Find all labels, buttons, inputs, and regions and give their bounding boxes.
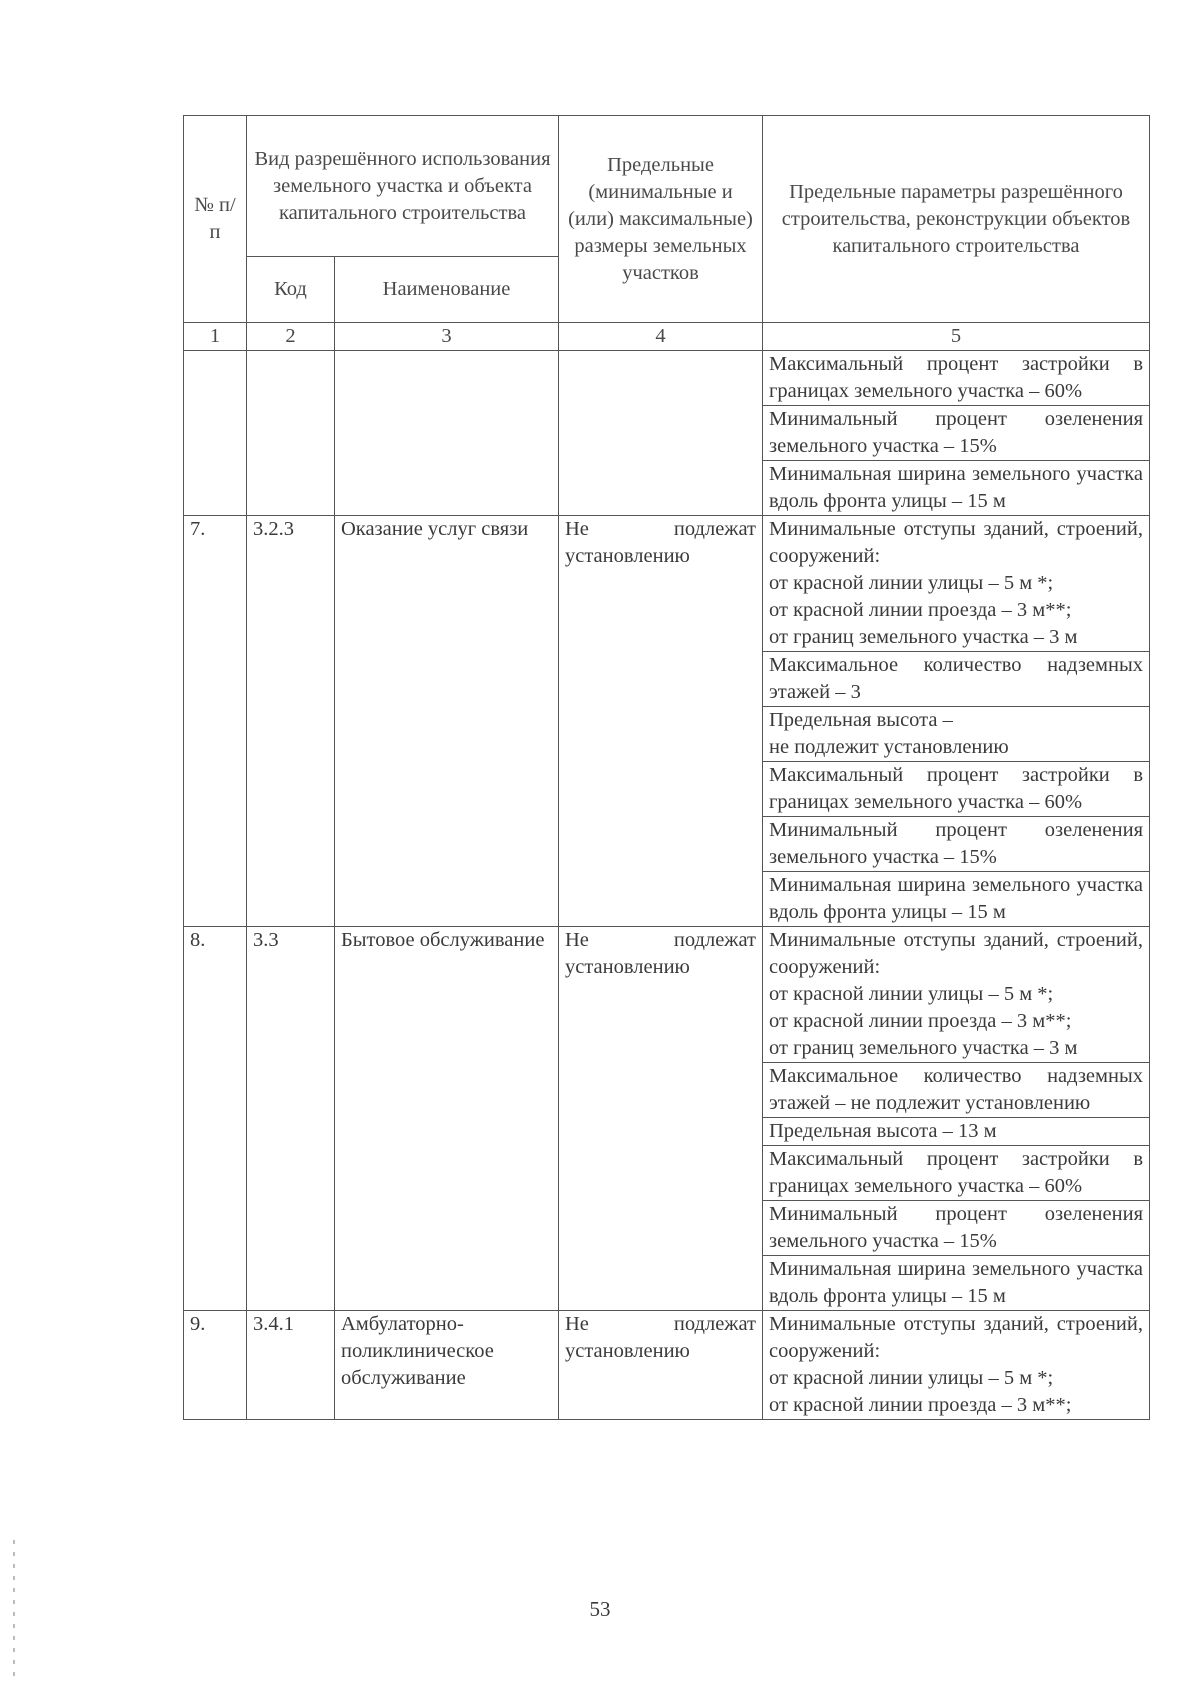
row-number: 8. xyxy=(184,927,247,1311)
row-size-limits: Не подлежат установлению xyxy=(559,516,763,927)
row-size-limits: Не подлежат установлению xyxy=(559,1311,763,1420)
parameter-cell xyxy=(763,1118,1150,1146)
parameter-cell xyxy=(763,762,1150,817)
parameter-text: Максимальный процент застройки в границах земельного участка – 60% xyxy=(769,1148,1143,1197)
parameter-text: Минимальные отступы зданий, строений, сооружений: xyxy=(769,1313,1143,1362)
table-row xyxy=(184,927,1150,1063)
header-permitted-use: Вид разрешённого использования земельного участка и объекта капитального строительства xyxy=(247,116,559,257)
scan-margin-marks xyxy=(13,1540,15,1680)
parameter-text: Максимальное количество надземных этажей – 3 xyxy=(769,654,1143,703)
row-code: 3.4.1 xyxy=(247,1311,335,1420)
parameter-text: Предельная высота – 13 м xyxy=(769,1120,997,1142)
parameter-text: Максимальное количество надземных этажей – не подлежит установлению xyxy=(769,1065,1143,1114)
table-row xyxy=(184,351,1150,406)
header-number: № п/п xyxy=(184,116,247,323)
row-name: Амбулаторно-поликлиническое обслуживание xyxy=(335,1311,559,1420)
parameter-text: Максимальный процент застройки в границах земельного участка – 60% xyxy=(769,353,1143,402)
parameter-line: от красной линии проезда – 3 м**; xyxy=(769,1010,1072,1032)
parameter-text: Минимальный процент озеленения земельного участка – 15% xyxy=(769,1203,1143,1252)
row-number: 9. xyxy=(184,1311,247,1420)
row-size-limits: Не подлежат установлению xyxy=(559,927,763,1311)
parameter-line: от границ земельного участка – 3 м xyxy=(769,1037,1078,1059)
column-number-3: 3 xyxy=(335,323,559,351)
table-row xyxy=(184,1311,1150,1420)
parameter-cell xyxy=(763,516,1150,652)
parameter-cell xyxy=(763,652,1150,707)
parameter-text: Минимальный процент озеленения земельного участка – 15% xyxy=(769,408,1143,457)
parameter-cell xyxy=(763,406,1150,461)
parameter-cell xyxy=(763,927,1150,1063)
column-number-5: 5 xyxy=(763,323,1150,351)
parameter-cell xyxy=(763,351,1150,406)
parameter-text: Минимальные отступы зданий, строений, сооружений: xyxy=(769,929,1143,978)
header-name: Наименование xyxy=(335,257,559,323)
parameter-text: Минимальный процент озеленения земельного участка – 15% xyxy=(769,819,1143,868)
row-name: Оказание услуг связи xyxy=(335,516,559,927)
parameter-text: Минимальные отступы зданий, строений, сооружений: xyxy=(769,518,1143,567)
row-number: 7. xyxy=(184,516,247,927)
parameter-cell xyxy=(763,1201,1150,1256)
parameter-cell xyxy=(763,872,1150,927)
parameter-cell xyxy=(763,1063,1150,1118)
parameter-cell xyxy=(763,461,1150,516)
parameter-cell xyxy=(763,707,1150,762)
row-code: 3.2.3 xyxy=(247,516,335,927)
continuation-number-cell xyxy=(184,351,247,516)
row-name: Бытовое обслуживание xyxy=(335,927,559,1311)
parameter-line: от красной линии улицы – 5 м *; xyxy=(769,1367,1054,1389)
parameter-text: Минимальная ширина земельного участка вдоль фронта улицы – 15 м xyxy=(769,874,1143,923)
page-number: 53 xyxy=(589,1597,611,1621)
parameter-line: от красной линии улицы – 5 м *; xyxy=(769,983,1054,1005)
parameter-text: Минимальная ширина земельного участка вдоль фронта улицы – 15 м xyxy=(769,463,1143,512)
regulations-table xyxy=(183,115,1150,1420)
continuation-size-cell xyxy=(559,351,763,516)
parameter-line: не подлежит установлению xyxy=(769,736,1009,758)
parameter-text: Минимальная ширина земельного участка вдоль фронта улицы – 15 м xyxy=(769,1258,1143,1307)
header-code: Код xyxy=(247,257,335,323)
column-number-2: 2 xyxy=(247,323,335,351)
parameter-cell xyxy=(763,817,1150,872)
parameter-line: от красной линии проезда – 3 м**; xyxy=(769,1394,1072,1416)
parameter-line: от красной линии проезда – 3 м**; xyxy=(769,599,1072,621)
column-number-4: 4 xyxy=(559,323,763,351)
parameter-cell xyxy=(763,1256,1150,1311)
parameter-line: от границ земельного участка – 3 м xyxy=(769,626,1078,648)
column-number-1: 1 xyxy=(184,323,247,351)
parameter-cell xyxy=(763,1146,1150,1201)
continuation-code-cell xyxy=(247,351,335,516)
header-building-parameters: Предельные параметры разрешённого строительства, реконструкции объектов капитального строительства xyxy=(763,116,1150,323)
row-code: 3.3 xyxy=(247,927,335,1311)
continuation-name-cell xyxy=(335,351,559,516)
parameter-text: Предельная высота – xyxy=(769,709,953,731)
header-size-limits: Предельные (минимальные и (или) максимальные) размеры земельных участков xyxy=(559,116,763,323)
parameter-cell xyxy=(763,1311,1150,1420)
parameter-line: от красной линии улицы – 5 м *; xyxy=(769,572,1054,594)
parameter-text: Максимальный процент застройки в границах земельного участка – 60% xyxy=(769,764,1143,813)
table-row xyxy=(184,516,1150,652)
